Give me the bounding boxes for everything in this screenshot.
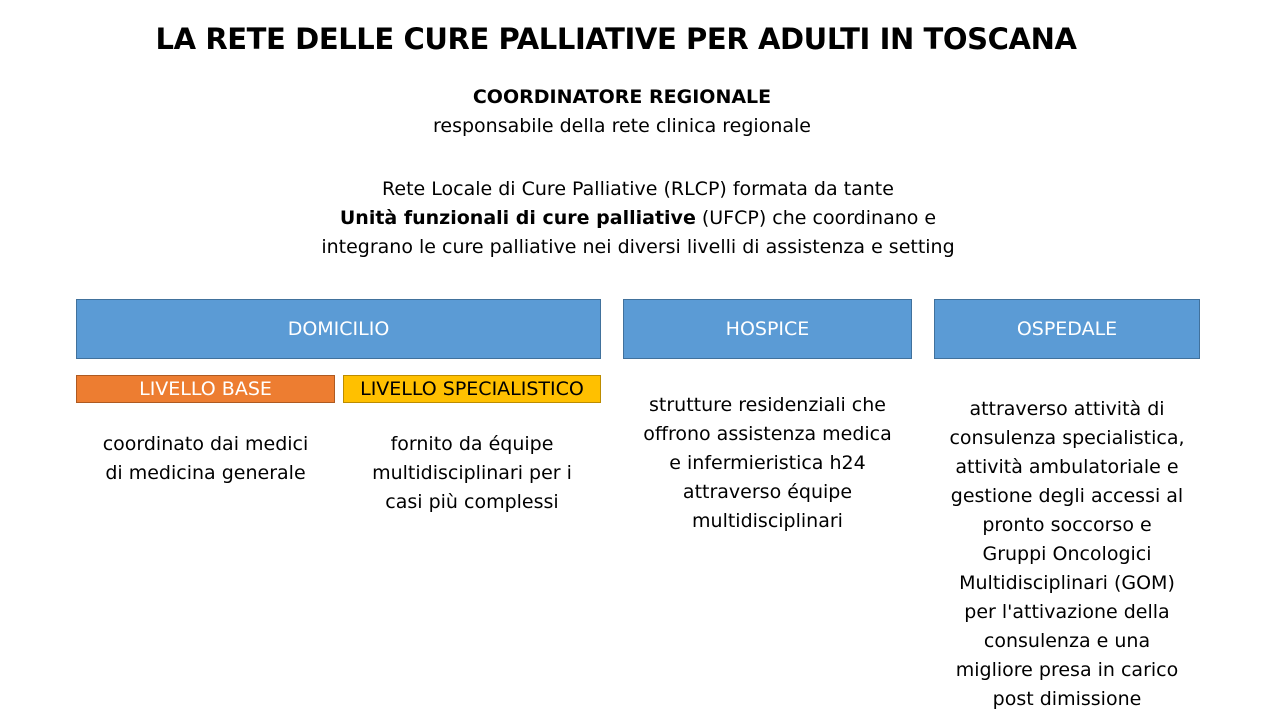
intro-line-2 (0, 204, 1276, 233)
page-title: LA RETE DELLE CURE PALLIATIVE PER ADULTI IN TOSCANA (155, 22, 1077, 56)
ospedale-description (934, 395, 1200, 714)
coordinator-subtitle: responsabile della rete clinica regionale (432, 115, 811, 137)
desc-line: di medicina generale (105, 462, 306, 484)
desc-line: migliore presa in carico (955, 659, 1179, 681)
desc-line: pronto soccorso e (982, 514, 1152, 536)
desc-line: attraverso équipe (682, 481, 853, 503)
desc-line: casi più complessi (385, 491, 559, 513)
desc-line: multidisciplinari (692, 510, 843, 532)
desc-line: Gruppi Oncologici (982, 543, 1152, 565)
livello-base-description (76, 430, 335, 488)
intro-text (0, 175, 1276, 262)
intro-line-1: Rete Locale di Cure Palliative (RLCP) formata da tante (382, 178, 894, 200)
livello-specialistico-description (343, 430, 601, 517)
desc-line: offrono assistenza medica (643, 423, 892, 445)
coordinator-heading: COORDINATORE REGIONALE (472, 86, 772, 108)
desc-line: consulenza e una (983, 630, 1151, 652)
desc-line: attività ambulatoriale e (955, 456, 1179, 478)
livello-base-label: LIVELLO BASE (76, 375, 335, 403)
livello-specialistico-label: LIVELLO SPECIALISTICO (343, 375, 601, 403)
desc-line: Multidisciplinari (GOM) (959, 572, 1175, 594)
desc-line: consulenza specialistica, (949, 427, 1185, 449)
intro-line-3: integrano le cure palliative nei diversi livelli di assistenza e setting (321, 236, 955, 258)
domicilio-header: DOMICILIO (76, 299, 601, 359)
desc-line: per l'attivazione della (964, 601, 1170, 623)
desc-line: multidisciplinari per i (372, 462, 572, 484)
hospice-description (623, 391, 912, 536)
desc-line: gestione degli accessi al (950, 485, 1184, 507)
ospedale-header: OSPEDALE (934, 299, 1200, 359)
desc-line: coordinato dai medici (102, 433, 309, 455)
intro-ufcp-bold: Unità funzionali di cure palliative (339, 207, 696, 229)
hospice-header: HOSPICE (623, 299, 912, 359)
intro-line-2-rest: (UFCP) che coordinano e (695, 207, 937, 229)
desc-line: e infermieristica h24 (669, 452, 866, 474)
desc-line: fornito da équipe (390, 433, 554, 455)
desc-line: post dimissione (992, 688, 1142, 710)
desc-line: strutture residenziali che (649, 394, 886, 416)
desc-line: attraverso attività di (969, 398, 1165, 420)
